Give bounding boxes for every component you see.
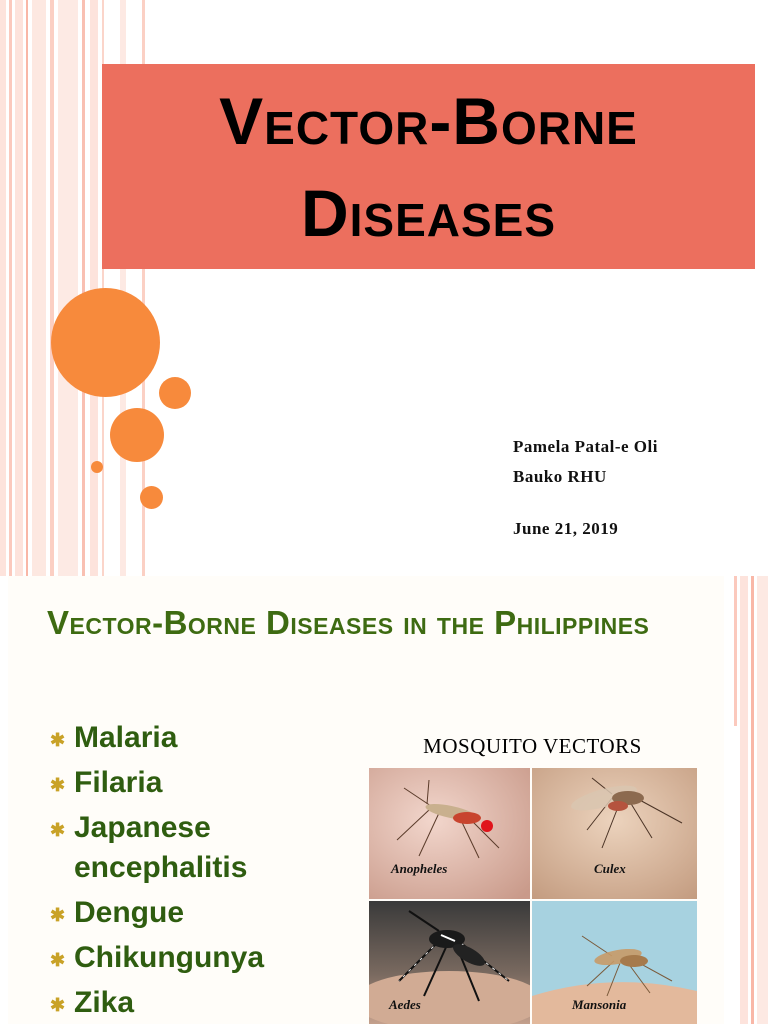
- decorative-circle-tiny: [91, 461, 103, 473]
- author-name: Pamela Patal-e Oli: [513, 437, 658, 456]
- star-bullet-icon: ✱: [50, 730, 66, 750]
- star-bullet-icon: ✱: [50, 950, 66, 970]
- anopheles-image: [369, 768, 530, 899]
- photo-mansonia: [532, 901, 697, 1024]
- photo-culex: [532, 768, 697, 899]
- slide-title: Vector-Borne Diseases in the Philippines: [47, 604, 650, 641]
- decorative-circle-large: [51, 288, 160, 397]
- photo-label: Culex: [594, 861, 626, 876]
- presentation-date: June 21, 2019: [513, 519, 619, 538]
- star-bullet-icon: ✱: [50, 995, 66, 1015]
- title-line-2: Diseases: [300, 175, 557, 250]
- list-item: ✱ Dengue: [48, 893, 334, 933]
- decorative-circle-small-2: [140, 486, 163, 509]
- content-slide: [0, 576, 768, 1024]
- list-item: ✱ Chikungunya: [48, 938, 334, 978]
- author-block: [513, 432, 658, 544]
- list-item: ✱ Filaria: [48, 763, 334, 803]
- star-bullet-icon: ✱: [50, 905, 66, 925]
- decorative-stripes-right: [734, 576, 768, 1024]
- figure-caption: MOSQUITO VECTORS: [423, 734, 642, 758]
- list-item: ✱ Malaria: [48, 718, 334, 758]
- photo-anopheles: [369, 768, 530, 899]
- star-bullet-icon: ✱: [50, 820, 66, 840]
- photo-aedes: [369, 901, 530, 1024]
- photo-label: Aedes: [389, 997, 421, 1012]
- title-line-1: Vector-Borne: [219, 83, 638, 158]
- photo-label: Mansonia: [572, 997, 627, 1012]
- decorative-circle-medium: [110, 408, 164, 462]
- list-item: ✱ Zika: [48, 983, 334, 1023]
- mosquito-photo-grid: [369, 768, 697, 1024]
- photo-label: Anopheles: [391, 861, 448, 876]
- culex-image: [532, 768, 697, 899]
- decorative-circle-small: [159, 377, 191, 409]
- organization: Bauko RHU: [513, 467, 607, 486]
- star-bullet-icon: ✱: [50, 775, 66, 795]
- title-banner: [102, 64, 755, 269]
- disease-list: [48, 718, 334, 1024]
- list-item: ✱ Japanese encephalitis: [50, 811, 248, 884]
